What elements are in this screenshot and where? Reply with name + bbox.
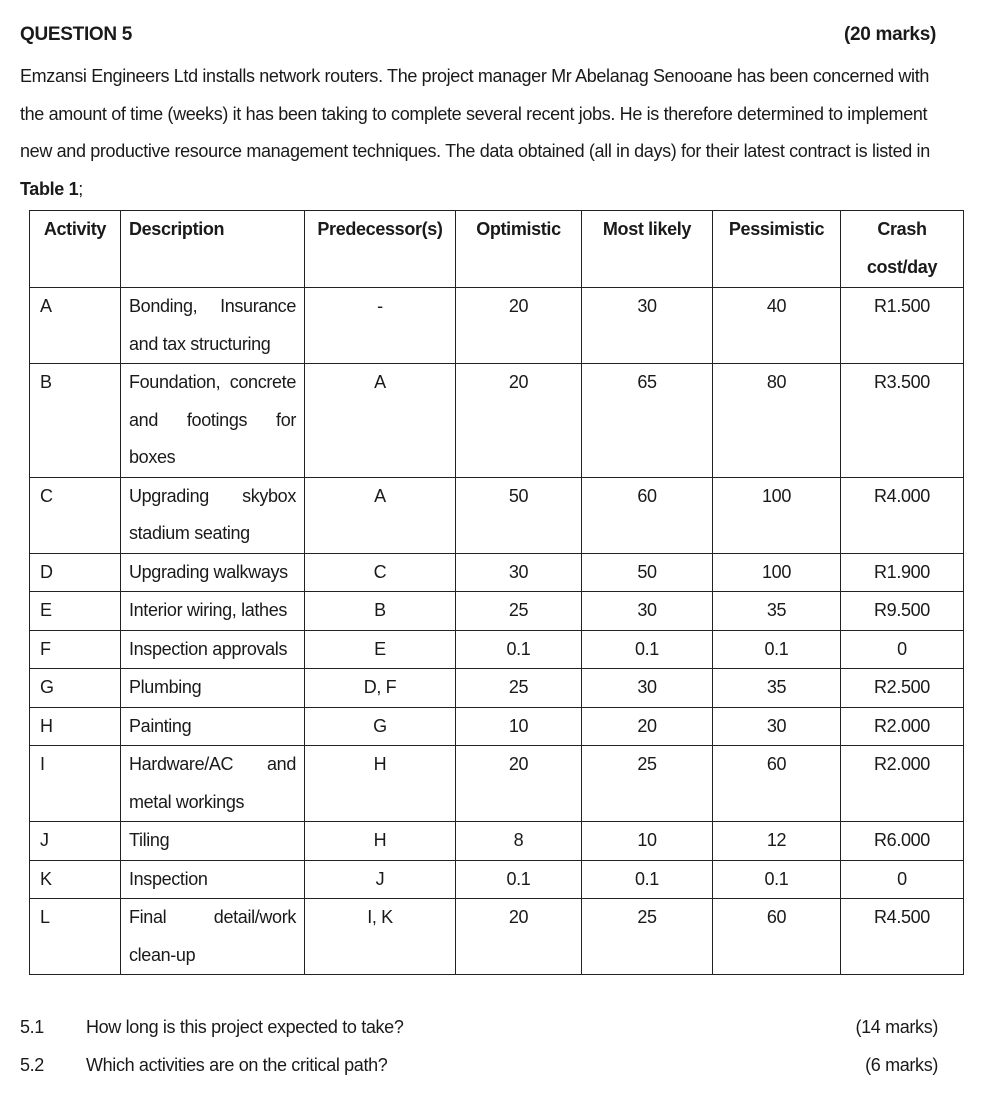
cell-most-likely: 0.1 — [582, 860, 713, 899]
table-row — [30, 860, 964, 899]
cell-optimistic: 20 — [456, 364, 582, 478]
cell-description: Upgrading walkways — [121, 553, 305, 592]
cell-pessimistic: 0.1 — [713, 630, 841, 669]
cell-predecessors: A — [305, 364, 456, 478]
cell-pessimistic: 0.1 — [713, 860, 841, 899]
cell-description: Painting — [121, 707, 305, 746]
cell-optimistic: 30 — [456, 553, 582, 592]
cell-most-likely: 65 — [582, 364, 713, 478]
question-title: QUESTION 5 — [20, 24, 133, 45]
cell-optimistic: 20 — [456, 899, 582, 975]
header-crash-cost: Crash cost/day — [841, 211, 964, 288]
cell-activity: I — [30, 746, 121, 822]
cell-predecessors: A — [305, 477, 456, 553]
cell-pessimistic: 35 — [713, 669, 841, 708]
cell-crash-cost: R1.900 — [841, 553, 964, 592]
cell-crash-cost: 0 — [841, 630, 964, 669]
cell-crash-cost: R2.500 — [841, 669, 964, 708]
cell-optimistic: 0.1 — [456, 860, 582, 899]
cell-most-likely: 20 — [582, 707, 713, 746]
cell-pessimistic: 12 — [713, 822, 841, 861]
cell-description: Inspection approvals — [121, 630, 305, 669]
table-row — [30, 477, 964, 553]
cell-description: Interior wiring, lathes — [121, 592, 305, 631]
header-activity: Activity — [30, 211, 121, 288]
cell-activity: F — [30, 630, 121, 669]
sub-question-text: How long is this project expected to take? — [86, 1017, 404, 1037]
cell-pessimistic: 100 — [713, 553, 841, 592]
cell-activity: K — [30, 860, 121, 899]
cell-description: Inspection — [121, 860, 305, 899]
intro-paragraph — [20, 58, 950, 208]
cell-predecessors: D, F — [305, 669, 456, 708]
table-row — [30, 746, 964, 822]
table-reference: Table 1 — [20, 178, 79, 199]
cell-description: Upgrading skybox stadium seating — [121, 477, 305, 553]
sub-question-5-1 — [20, 1008, 938, 1046]
cell-crash-cost: R6.000 — [841, 822, 964, 861]
cell-crash-cost: R4.500 — [841, 899, 964, 975]
cell-predecessors: I, K — [305, 899, 456, 975]
table-row — [30, 553, 964, 592]
table-header-row — [30, 211, 964, 288]
cell-pessimistic: 30 — [713, 707, 841, 746]
cell-pessimistic: 60 — [713, 746, 841, 822]
sub-question-text: Which activities are on the critical path? — [86, 1055, 388, 1075]
cell-activity: H — [30, 707, 121, 746]
cell-crash-cost: R9.500 — [841, 592, 964, 631]
cell-pessimistic: 100 — [713, 477, 841, 553]
cell-most-likely: 10 — [582, 822, 713, 861]
table-row — [30, 364, 964, 478]
table-row — [30, 822, 964, 861]
cell-most-likely: 30 — [582, 592, 713, 631]
sub-question-number: 5.1 — [20, 1017, 44, 1037]
cell-optimistic: 20 — [456, 288, 582, 364]
cell-predecessors: G — [305, 707, 456, 746]
table-row — [30, 288, 964, 364]
cell-activity: B — [30, 364, 121, 478]
question-marks: (20 marks) — [843, 24, 936, 45]
cell-most-likely: 25 — [582, 746, 713, 822]
cell-crash-cost: 0 — [841, 860, 964, 899]
table-row — [30, 592, 964, 631]
cell-activity: G — [30, 669, 121, 708]
question-header — [20, 22, 936, 50]
cell-description: Final detail/work clean-up — [121, 899, 305, 975]
cell-optimistic: 8 — [456, 822, 582, 861]
sub-question-number: 5.2 — [20, 1055, 44, 1075]
cell-optimistic: 25 — [456, 592, 582, 631]
cell-optimistic: 0.1 — [456, 630, 582, 669]
cell-optimistic: 20 — [456, 746, 582, 822]
cell-description: Foundation, concrete and footings for boxes — [121, 364, 305, 478]
cell-description: Plumbing — [121, 669, 305, 708]
cell-activity: A — [30, 288, 121, 364]
cell-activity: J — [30, 822, 121, 861]
cell-description: Tiling — [121, 822, 305, 861]
cell-activity: C — [30, 477, 121, 553]
cell-activity: D — [30, 553, 121, 592]
cell-optimistic: 10 — [456, 707, 582, 746]
sub-questions — [20, 1008, 938, 1084]
cell-predecessors: E — [305, 630, 456, 669]
cell-crash-cost: R1.500 — [841, 288, 964, 364]
cell-optimistic: 50 — [456, 477, 582, 553]
cell-crash-cost: R2.000 — [841, 707, 964, 746]
cell-predecessors: - — [305, 288, 456, 364]
intro-text: Emzansi Engineers Ltd installs network routers. The project manager Mr Abelanag Senooane has been concerned with the amount of time (weeks) it has been taking to complete several recent jobs. He is therefore determined to implement new and productive resource management techniques. The data obtained (all in days) for their latest contract is listed in — [20, 66, 930, 161]
cell-activity: E — [30, 592, 121, 631]
cell-activity: L — [30, 899, 121, 975]
cell-most-likely: 25 — [582, 899, 713, 975]
cell-pessimistic: 80 — [713, 364, 841, 478]
table-row — [30, 630, 964, 669]
table-row — [30, 707, 964, 746]
cell-optimistic: 25 — [456, 669, 582, 708]
sub-question-marks: (6 marks) — [865, 1055, 938, 1075]
cell-crash-cost: R4.000 — [841, 477, 964, 553]
cell-most-likely: 0.1 — [582, 630, 713, 669]
header-predecessors: Predecessor(s) — [305, 211, 456, 288]
cell-pessimistic: 40 — [713, 288, 841, 364]
cell-predecessors: H — [305, 822, 456, 861]
cell-pessimistic: 35 — [713, 592, 841, 631]
cell-predecessors: H — [305, 746, 456, 822]
cell-predecessors: C — [305, 553, 456, 592]
cell-description: Bonding, Insurance and tax structuring — [121, 288, 305, 364]
table-row — [30, 899, 964, 975]
header-optimistic: Optimistic — [456, 211, 582, 288]
header-description: Description — [121, 211, 305, 288]
cell-most-likely: 30 — [582, 669, 713, 708]
header-pessimistic: Pessimistic — [713, 211, 841, 288]
cell-predecessors: B — [305, 592, 456, 631]
cell-most-likely: 30 — [582, 288, 713, 364]
header-most-likely: Most likely — [582, 211, 713, 288]
cell-most-likely: 60 — [582, 477, 713, 553]
cell-predecessors: J — [305, 860, 456, 899]
cell-most-likely: 50 — [582, 553, 713, 592]
sub-question-marks: (14 marks) — [855, 1017, 938, 1037]
table-body — [30, 288, 964, 975]
cell-crash-cost: R2.000 — [841, 746, 964, 822]
sub-question-5-2 — [20, 1046, 938, 1084]
cell-description: Hardware/AC and metal workings — [121, 746, 305, 822]
cell-pessimistic: 60 — [713, 899, 841, 975]
table-row — [30, 669, 964, 708]
activity-table — [29, 210, 964, 975]
cell-crash-cost: R3.500 — [841, 364, 964, 478]
intro-end: ; — [78, 178, 83, 199]
